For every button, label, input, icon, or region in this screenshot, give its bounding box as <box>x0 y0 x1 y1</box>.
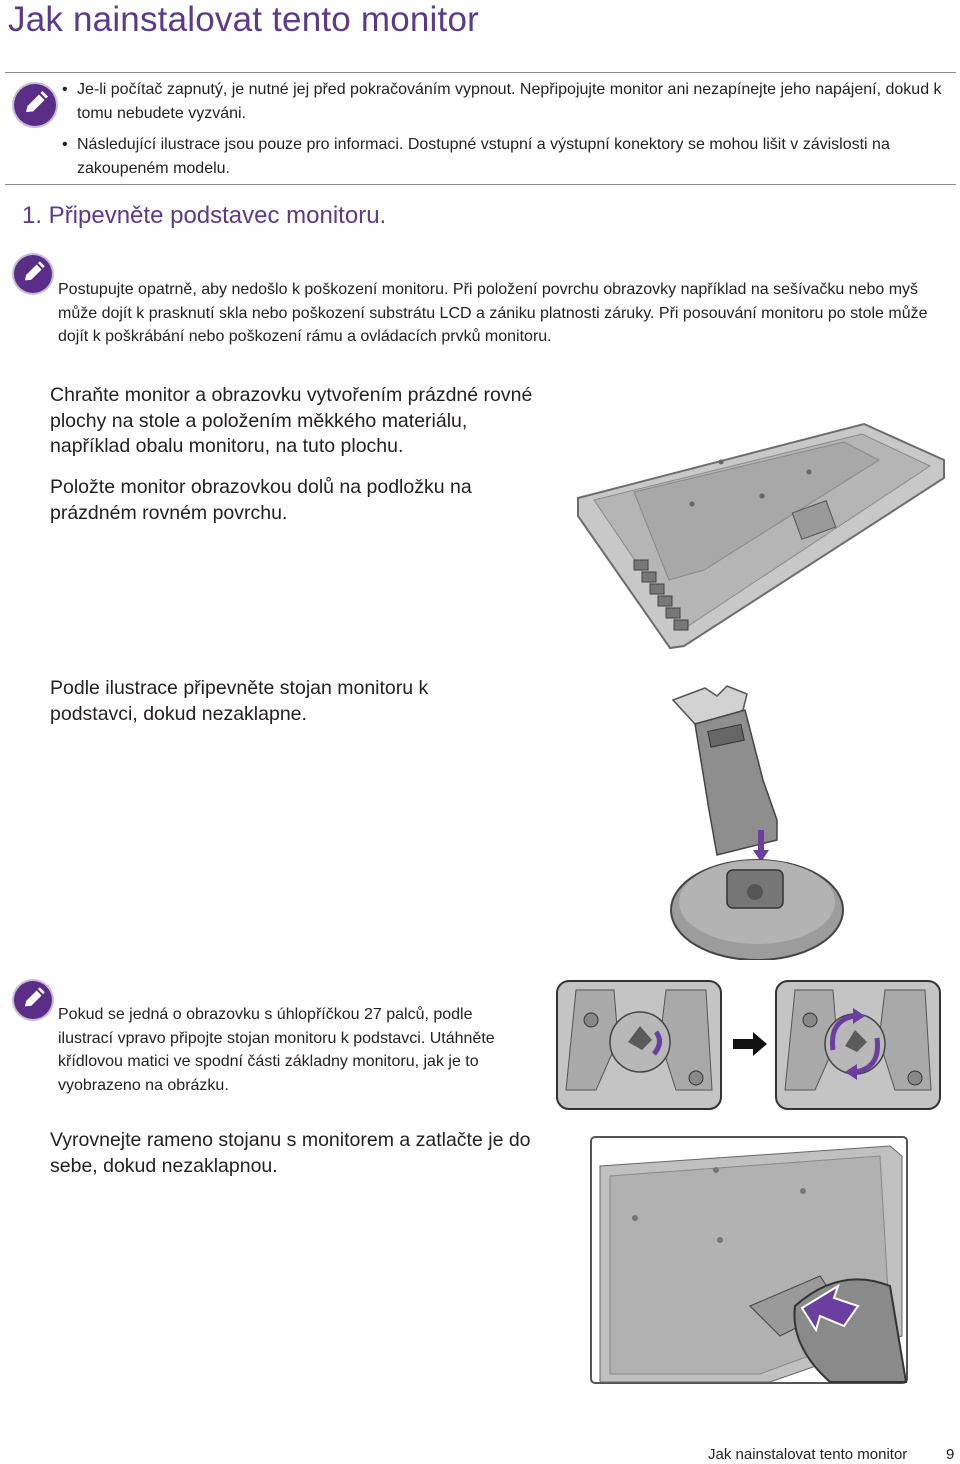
illustration-monitor-back <box>574 420 954 650</box>
illustration-wingnut-1 <box>556 980 722 1110</box>
pencil-note-icon <box>14 255 52 293</box>
pencil-note-icon <box>14 981 52 1019</box>
page-number: 9 <box>946 1446 955 1463</box>
list-item: • Následující ilustrace jsou pouze pro informaci. Dostupné vstupní a výstupní konektory se mohou lišit v závislosti na zakoupeném modelu. <box>62 133 952 181</box>
step-heading: 1. Připevněte podstavec monitoru. <box>22 202 387 229</box>
illustration-arm-insert <box>590 1136 908 1384</box>
list-item: • Je-li počítač zapnutý, je nutné jej před pokračováním vypnout. Nepřipojujte monitor ani nezapínejte jeho napájení, dokud k tomu nebudete vyzváni. <box>62 78 952 126</box>
divider-top <box>5 72 956 73</box>
page-title: Jak nainstalovat tento monitor <box>8 0 479 39</box>
illustration-stand-base <box>665 680 865 960</box>
paragraph-align: Vyrovnejte rameno stojanu s monitorem a zatlačte je do sebe, dokud nezaklapnou. <box>50 1129 531 1177</box>
paragraph-protect: Chraňte monitor a obrazovku vytvořením prázdné rovné plochy na stole a položením měkkého materiálu, například obalu monitoru, na tuto plochu. <box>50 384 533 457</box>
illustration-wingnut-2 <box>775 980 941 1110</box>
paragraph-place: Položte monitor obrazovkou dolů na podložku na prázdném rovném povrchu. <box>50 476 472 524</box>
note-27-inch: Pokud se jedná o obrazovku s úhlopříčkou 27 palců, podle ilustrací vpravo připojte stojan monitoru k podstavci. Utáhněte křídlovou matici ve spodní části základny monitoru, jak je to vyobrazeno na obrázku. <box>58 1006 495 1094</box>
pencil-note-icon <box>14 84 56 126</box>
paragraph-attach: Podle ilustrace připevněte stojan monitoru k podstavci, dokud nezaklapne. <box>50 677 429 725</box>
divider-bottom <box>5 184 956 185</box>
arrow-right-icon <box>733 1032 767 1056</box>
note-careful: Postupujte opatrně, aby nedošlo k poškození monitoru. Při položení povrchu obrazovky například na sešívačku nebo myš může dojít k prasknutí skla nebo poškození substrátu LCD a zániku platnosti záruky. Při posouvání monitoru po stole může dojít k poškrábání nebo poškození rámu a ovládacích prvků monitoru. <box>58 281 928 345</box>
note-top <box>62 78 952 188</box>
footer-title: Jak nainstalovat tento monitor <box>708 1446 908 1463</box>
